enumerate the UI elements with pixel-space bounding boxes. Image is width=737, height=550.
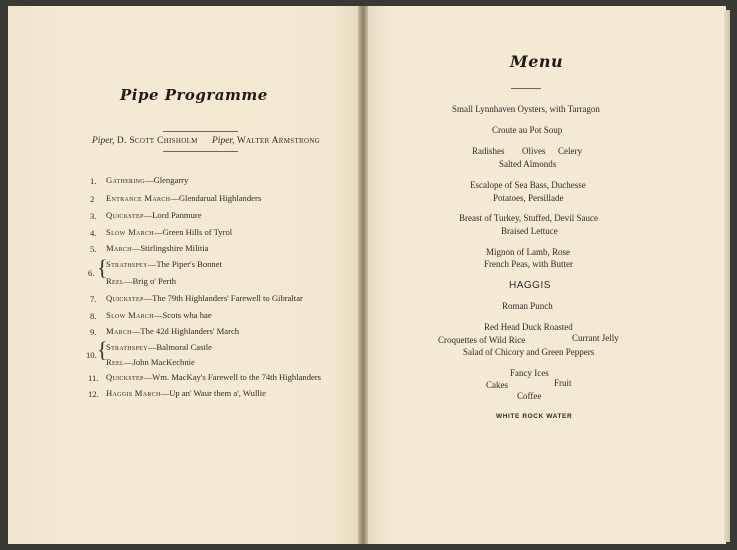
menu-item-water: WHITE ROCK WATER: [496, 413, 573, 420]
tune-type: Entrance March: [106, 193, 171, 203]
tune-name: —Lord Panmure: [143, 210, 202, 220]
programme-item: [106, 293, 303, 303]
tune-type: Slow March: [106, 310, 154, 320]
menu-item: Cakes: [486, 380, 508, 390]
tune-type: Quickstep: [106, 210, 144, 220]
book-gutter: [358, 6, 368, 544]
menu-item: Fancy Ices: [510, 368, 549, 378]
item-number: 2: [90, 194, 95, 204]
bottom-rule: [163, 151, 238, 152]
menu-rule: [511, 88, 541, 89]
menu-item: Small Lynnhaven Oysters, with Tarragon: [452, 104, 600, 114]
tune-type: Quickstep: [106, 372, 144, 382]
page-edge: [724, 10, 730, 542]
menu-item: Roman Punch: [502, 301, 553, 311]
pipe-programme-title: Pipe Programme: [120, 86, 268, 104]
tune-type: Quickstep: [106, 293, 144, 303]
piper-two-role: Piper,: [212, 136, 235, 146]
programme-item: [106, 243, 208, 253]
tune-name: —The 79th Highlanders' Farewell to Gibraltar: [143, 293, 303, 303]
menu-item: Potatoes, Persillade: [493, 193, 564, 203]
tune-name: —Glengarry: [144, 175, 189, 185]
menu-item-haggis: HAGGIS: [509, 280, 551, 291]
programme-item: [106, 193, 261, 203]
tune-type: Gathering: [106, 175, 145, 185]
tune-type: Strathspey: [106, 259, 148, 269]
item-number: 10.: [86, 350, 97, 360]
programme-item: [106, 326, 239, 336]
menu-item: Croquettes of Wild Rice: [438, 335, 526, 345]
menu-item: Coffee: [517, 391, 542, 401]
item-number: 4.: [90, 228, 97, 238]
tune-name: —Glendarual Highlanders: [170, 193, 262, 203]
tune-name: —The 42d Highlanders' March: [131, 326, 240, 336]
item-number: 5.: [90, 244, 97, 254]
tune-name: —Green Hills of Tyrol: [153, 227, 233, 237]
tune-type: March: [106, 243, 132, 253]
piper-two: [212, 136, 320, 146]
tune-type: Haggis March: [106, 388, 161, 398]
item-number: 9.: [90, 327, 97, 337]
tune-type: March: [106, 326, 132, 336]
menu-item: Breast of Turkey, Stuffed, Devil Sauce: [459, 213, 598, 223]
programme-item: [106, 175, 188, 185]
menu-item: Fruit: [554, 378, 572, 388]
menu-item: Radishes: [472, 146, 505, 156]
item-number: 6.: [88, 268, 95, 278]
item-number: 8.: [90, 311, 97, 321]
top-rule: [163, 131, 238, 132]
piper-one-role: Piper,: [92, 136, 115, 146]
menu-item: Currant Jelly: [572, 333, 619, 343]
programme-item: [106, 342, 212, 352]
menu-item: Braised Lettuce: [501, 226, 558, 236]
menu-item: Salted Almonds: [499, 159, 557, 169]
programme-item: [106, 227, 232, 237]
tune-name: —Balmoral Castle: [147, 342, 212, 352]
item-number: 3.: [90, 211, 97, 221]
item-number: 1.: [90, 176, 97, 186]
brace-icon: {: [97, 255, 108, 280]
tune-name: —John MacKechnie: [123, 357, 195, 367]
menu-item: Escalope of Sea Bass, Duchesse: [470, 180, 586, 190]
menu-item: Salad of Chicory and Green Peppers: [463, 347, 595, 357]
item-number: 11.: [88, 373, 99, 383]
brace-icon: {: [97, 337, 108, 362]
tune-name: —Stirlingshire Militia: [131, 243, 209, 253]
menu-item: French Peas, with Butter: [484, 259, 573, 269]
menu-item: Mignon of Lamb, Rose: [486, 247, 570, 257]
menu-title: Menu: [510, 52, 564, 71]
piper-two-name: Walter Armstrong: [236, 136, 321, 146]
menu-item: Olives: [522, 146, 546, 156]
tune-name: —Brig o' Perth: [123, 276, 177, 286]
item-number: 7.: [90, 294, 97, 304]
programme-item: [106, 357, 195, 367]
piper-one-name: D. Scott Chisholm: [116, 136, 198, 146]
tune-type: Reel: [106, 276, 124, 286]
programme-item: [106, 388, 266, 398]
tune-type: Slow March: [106, 227, 154, 237]
programme-item: [106, 372, 321, 382]
tune-type: Reel: [106, 357, 124, 367]
menu-item: Red Head Duck Roasted: [484, 322, 573, 332]
tune-name: —The Piper's Bonnet: [147, 259, 222, 269]
tune-name: —Wm. MacKay's Farewell to the 74th Highlanders: [143, 372, 322, 382]
programme-item: [106, 210, 202, 220]
tune-name: —Up an' Waur them a', Wullie: [160, 388, 266, 398]
menu-item: Celery: [558, 146, 582, 156]
menu-item: Croute au Pot Soup: [492, 125, 563, 135]
programme-item: [106, 276, 176, 286]
right-page: [366, 6, 726, 544]
programme-item: [106, 310, 212, 320]
tune-type: Strathspey: [106, 342, 148, 352]
programme-item: [106, 259, 222, 269]
piper-one: [92, 136, 198, 146]
tune-name: —Scots wha hae: [153, 310, 212, 320]
item-number: 12.: [88, 389, 99, 399]
